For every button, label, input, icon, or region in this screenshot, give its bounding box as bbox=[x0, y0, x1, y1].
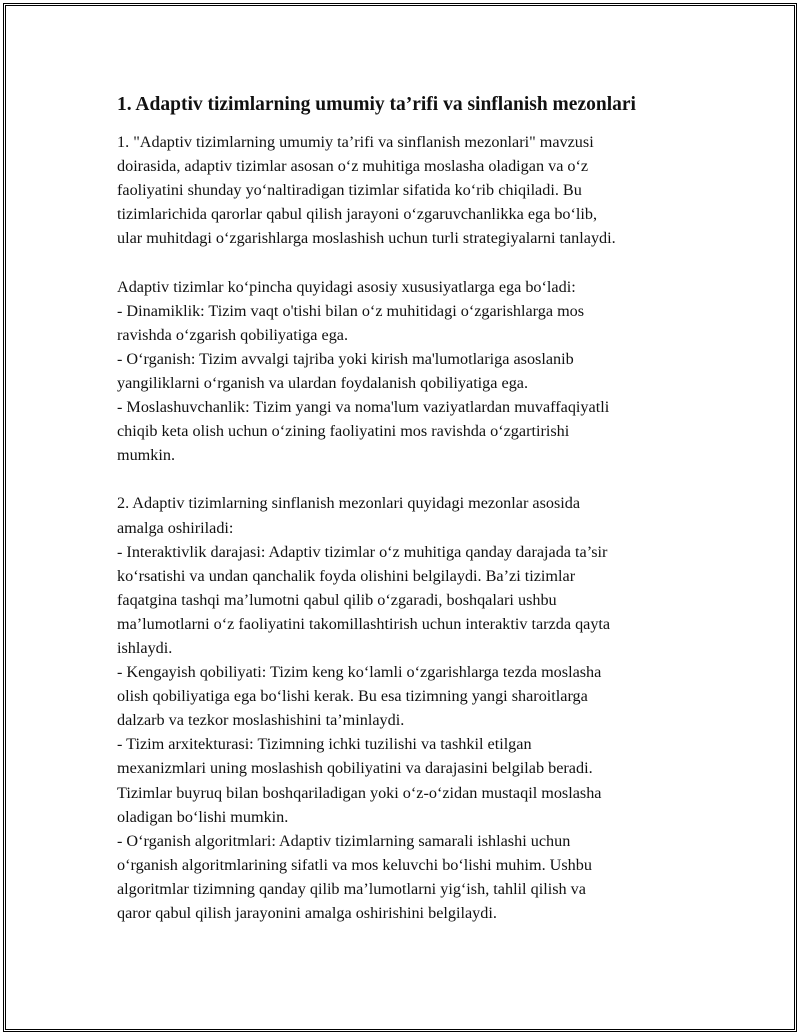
text-line: Adaptiv tizimlar ko‘pincha quyidagi asosiy xususiyatlarga ega bo‘ladi: bbox=[117, 277, 576, 296]
text-line: doirasida, adaptiv tizimlar asosan o‘z muhitiga moslasha oladigan va o‘z bbox=[117, 157, 589, 176]
text-line: faqatgina tashqi ma’lumotni qabul qilib o‘zgaradi, boshqalari ushbu bbox=[117, 590, 557, 609]
text-line: 1. "Adaptiv tizimlarning umumiy ta’rifi va sinflanish mezonlari" mavzusi bbox=[117, 133, 594, 151]
paragraph-properties bbox=[117, 275, 697, 492]
paragraph-criteria bbox=[117, 491, 697, 925]
text-line: qaror qabul qilish jarayonini amalga oshirishini belgilaydi. bbox=[117, 904, 497, 922]
text-line: olish qobiliyatiga ega bo‘lishi kerak. Bu esa tizimning yangi sharoitlarga bbox=[117, 687, 588, 706]
text-line: ko‘rsatishi va undan qanchalik foyda olishini belgilaydi. Ba’zi tizimlar bbox=[117, 566, 576, 585]
document-body bbox=[117, 92, 697, 925]
list-item: - Interaktivlik darajasi: Adaptiv tizimlar o‘z muhitiga qanday darajada ta’sir bbox=[117, 542, 608, 561]
section-heading: 1. Adaptiv tizimlarning umumiy ta’rifi va sinflanish mezonlari bbox=[117, 94, 636, 115]
list-item: - O‘rganish: Tizim avvalgi tajriba yoki kirish ma'lumotlariga asoslanib bbox=[117, 349, 574, 368]
text-line: amalga oshiriladi: bbox=[117, 518, 234, 537]
list-item: - Tizim arxitekturasi: Tizimning ichki tuzilishi va tashkil etilgan bbox=[117, 735, 532, 754]
text-line: yangiliklarni o‘rganish va ulardan foydalanish qobiliyatiga ega. bbox=[117, 373, 529, 392]
text-line: faoliyatini shunday yo‘naltiradigan tizimlar sifatida ko‘rib chiqiladi. Bu bbox=[117, 181, 582, 200]
paragraph-gap bbox=[117, 467, 697, 491]
text-line: ma’lumotlarni o‘z faoliyatini takomillashtirish uchun interaktiv tarzda qayta bbox=[117, 614, 611, 633]
paragraph-gap bbox=[117, 250, 697, 274]
list-item: - Dinamiklik: Tizim vaqt o'tishi bilan o‘z muhitidagi o‘zgarishlarga mos bbox=[117, 301, 585, 320]
list-item: - Moslashuvchanlik: Tizim yangi va noma'lum vaziyatlardan muvaffaqiyatli bbox=[117, 398, 610, 417]
text-line: oladigan bo‘lishi mumkin. bbox=[117, 807, 289, 826]
text-line: dalzarb va tezkor moslashishini ta’minlaydi. bbox=[117, 711, 405, 730]
paragraph-definition bbox=[117, 130, 697, 275]
text-line: tizimlarichida qarorlar qabul qilish jarayoni o‘zgaruvchanlikka ega bo‘lib, bbox=[117, 205, 598, 224]
list-item: - Kengayish qobiliyati: Tizim keng ko‘lamli o‘zgarishlarga tezda moslasha bbox=[117, 663, 602, 682]
text-line: ular muhitdagi o‘zgarishlarga moslashish uchun turli strategiyalarni tanlaydi. bbox=[117, 229, 616, 248]
text-line: ravishda o‘zgarish qobiliyatiga ega. bbox=[117, 325, 349, 344]
text-line: mumkin. bbox=[117, 446, 176, 465]
text-line: ishlaydi. bbox=[117, 638, 173, 657]
text-line: 2. Adaptiv tizimlarning sinflanish mezonlari quyidagi mezonlar asosida bbox=[117, 494, 581, 513]
text-line: algoritmlar tizimning qanday qilib ma’lumotlarni yig‘ish, tahlil qilish va bbox=[117, 879, 586, 898]
text-line: mexanizmlari uning moslashish qobiliyatini va darajasini belgilab beradi. bbox=[117, 759, 593, 778]
text-line: Tizimlar buyruq bilan boshqariladigan yoki o‘z-o‘zidan mustaqil moslasha bbox=[117, 783, 602, 802]
text-line: chiqib keta olish uchun o‘zining faoliyatini mos ravishda o‘zgartirishi bbox=[117, 422, 570, 441]
text-line: o‘rganish algoritmlarining sifatli va mos keluvchi bo‘lishi muhim. Ushbu bbox=[117, 855, 592, 874]
list-item: - O‘rganish algoritmlari: Adaptiv tizimlarning samarali ishlashi uchun bbox=[117, 831, 571, 850]
